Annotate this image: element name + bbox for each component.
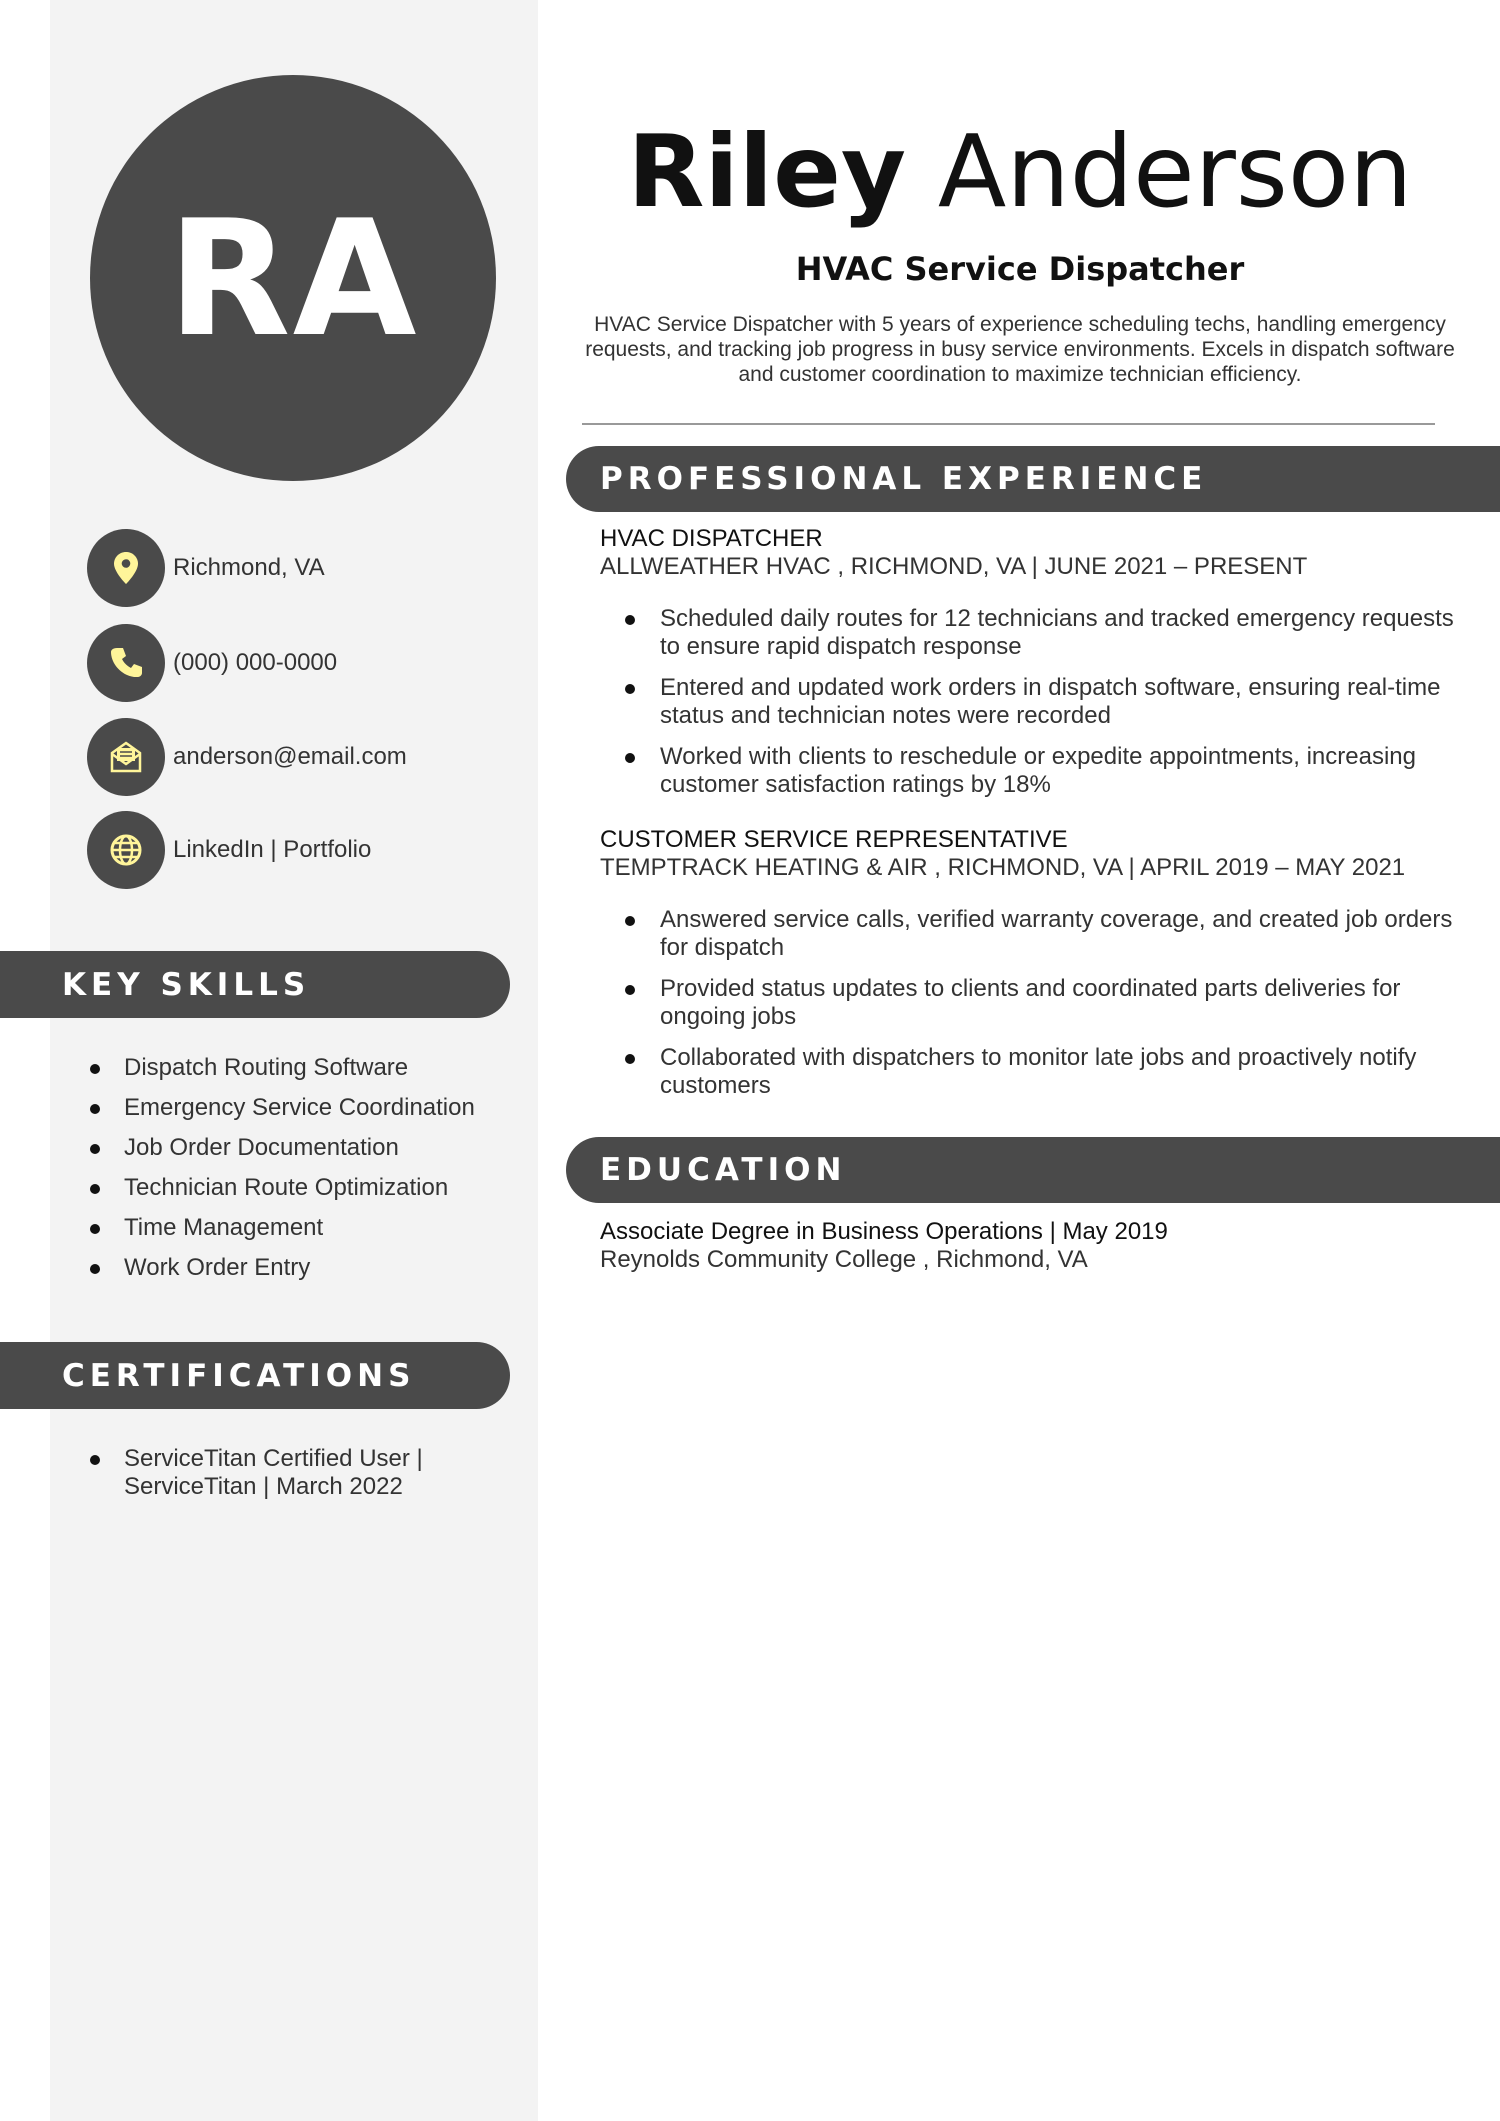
job-meta: TEMPTRACK HEATING & AIR , RICHMOND, VA | APRIL 2019 – MAY 2021 <box>600 854 1406 881</box>
contact-location-text: Richmond, VA <box>173 554 325 581</box>
job-role: HVAC DISPATCHER <box>600 525 823 552</box>
globe-icon <box>87 811 165 889</box>
envelope-icon <box>87 718 165 796</box>
certifications-heading: CERTIFICATIONS <box>0 1342 510 1409</box>
skills-heading: KEY SKILLS <box>0 951 510 1018</box>
job-bullets <box>600 906 1470 1100</box>
monogram-initials: RA <box>167 184 419 372</box>
job-entry-2 <box>600 826 1470 1113</box>
job-meta: ALLWEATHER HVAC , RICHMOND, VA | JUNE 2021 – PRESENT <box>600 553 1308 580</box>
job-bullet: Provided status updates to clients and coordinated parts deliveries for ongoing jobs <box>600 975 1470 1031</box>
contact-location <box>87 528 325 608</box>
skill-item: Time Management <box>88 1208 475 1248</box>
skill-item: Job Order Documentation <box>88 1128 475 1168</box>
education-heading: EDUCATION <box>566 1137 1500 1203</box>
job-bullet: Collaborated with dispatchers to monitor late jobs and proactively notify customers <box>600 1044 1470 1100</box>
job-role: CUSTOMER SERVICE REPRESENTATIVE <box>600 826 1068 853</box>
candidate-name <box>580 112 1460 232</box>
phone-icon <box>87 624 165 702</box>
contact-phone <box>87 623 337 703</box>
certifications-list <box>88 1445 454 1501</box>
education-school: Reynolds Community College , Richmond, VA <box>600 1246 1088 1273</box>
job-bullet: Worked with clients to reschedule or expedite appointments, increasing customer satisfaction ratings by 18% <box>600 743 1470 799</box>
contact-links-text[interactable]: LinkedIn | Portfolio <box>173 836 372 863</box>
skill-item: Work Order Entry <box>88 1248 475 1288</box>
job-bullet: Entered and updated work orders in dispatch software, ensuring real-time status and technician notes were recorded <box>600 674 1470 730</box>
first-name: Riley <box>627 113 907 230</box>
monogram-avatar <box>90 75 496 481</box>
summary: HVAC Service Dispatcher with 5 years of experience scheduling techs, handling emergency requests, and tracking job progress in busy service environments. Excels in dispatch software and customer coordination to maximize technician efficiency. <box>585 313 1455 386</box>
certification-item: ServiceTitan Certified User | ServiceTitan | March 2022 <box>88 1445 454 1501</box>
contact-phone-text: (000) 000-0000 <box>173 649 338 676</box>
education-degree: Associate Degree in Business Operations | May 2019 <box>600 1218 1168 1245</box>
contact-email-text: anderson@email.com <box>173 743 407 770</box>
experience-heading: PROFESSIONAL EXPERIENCE <box>566 446 1500 512</box>
contact-links <box>87 810 371 890</box>
job-bullet: Scheduled daily routes for 12 technicians and tracked emergency requests to ensure rapid dispatch response <box>600 605 1470 661</box>
location-pin-icon <box>87 529 165 607</box>
skills-list <box>88 1048 475 1288</box>
contact-email <box>87 717 407 797</box>
skill-item: Emergency Service Coordination <box>88 1088 475 1128</box>
job-bullet: Answered service calls, verified warranty coverage, and created job orders for dispatch <box>600 906 1470 962</box>
divider <box>582 423 1435 425</box>
last-name: Anderson <box>937 113 1413 230</box>
job-entry-1 <box>600 525 1470 812</box>
job-bullets <box>600 605 1470 799</box>
skill-item: Technician Route Optimization <box>88 1168 475 1208</box>
education-entry <box>600 1218 1470 1274</box>
skill-item: Dispatch Routing Software <box>88 1048 475 1088</box>
job-title: HVAC Service Dispatcher <box>795 250 1245 288</box>
